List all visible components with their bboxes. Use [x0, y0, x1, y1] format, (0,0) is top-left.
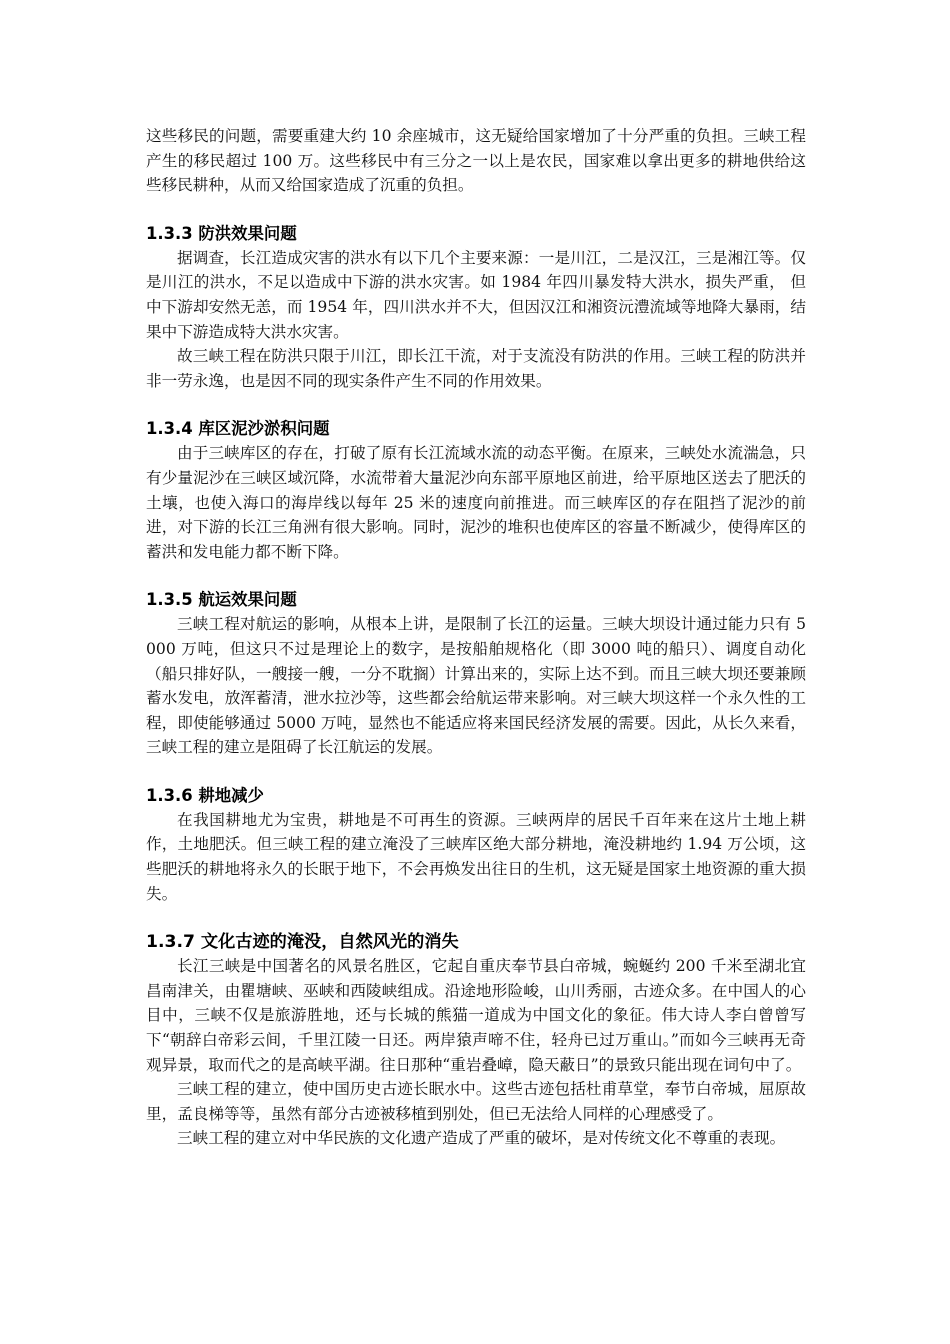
section-cultural-relics [146, 930, 806, 1151]
document-page [146, 124, 806, 1151]
section-paragraph: 长江三峡是中国著名的风景名胜区，它起自重庆奉节县白帝城，蜿蜒约 200 千米至湖北宜昌南津关，由瞿塘峡、巫峡和西陵峡组成。沿途地形险峻，山川秀丽，古迹众多。在中国人的心目中，三峡不仅是旅游胜地，还与长城的熊猫一道成为中国文化的象征。伟大诗人李白曾曾写下“朝辞白帝彩云间，千里江陵一日还。两岸猿声啼不住，轻舟已过万重山。”而如今三峡再无奇观异景，取而代之的是高峡平湖。往日那种“重岩叠嶂，隐天蔽日”的景致只能出现在词句中了。 [146, 957, 806, 1074]
section-sediment [146, 417, 806, 564]
section-heading: 1.3.6 耕地减少 [146, 785, 264, 805]
section-spacer [146, 393, 806, 417]
section-paragraph: 据调查，长江造成灾害的洪水有以下几个主要来源：一是川江，二是汉江，三是湘江等。仅是川江的洪水，不足以造成中下游的洪水灾害。如 1984 年四川暴发特大洪水，损失严重， 但中下游却安然无恙，而 1954 年，四川洪水并不大，但因汉江和湘资沅澧流域等地降大暴雨，结果中下游造成特大洪水灾害。 [146, 248, 806, 341]
section-paragraph: 三峡工程的建立，使中国历史古迹长眠水中。这些古迹包括杜甫草堂，奉节白帝城，屈原故里，孟良梯等等，虽然有部分古迹被移植到别处，但已无法给人同样的心理感受了。 [146, 1080, 806, 1123]
section-spacer [146, 564, 806, 588]
intro-paragraph: 这些移民的问题，需要重建大约 10 余座城市，这无疑给国家增加了十分严重的负担。三峡工程产生的移民超过 100 万。这些移民中有三分之一以上是农民，国家难以拿出更多的耕地供给这些移民耕种，从而又给国家造成了沉重的负担。 [146, 127, 806, 195]
section-paragraph: 由于三峡库区的存在，打破了原有长江流域水流的动态平衡。在原来，三峡处水流湍急，只有少量泥沙在三峡区域沉降，水流带着大量泥沙向东部平原地区前进，给平原地区送去了肥沃的土壤，也使入海口的海岸线以每年 25 米的速度向前推进。而三峡库区的存在阻挡了泥沙的前进，对下游的长江三角洲有很大影响。同时，泥沙的堆积也使库区的容量不断减少，使得库区的蓄洪和发电能力都不断下降。 [146, 444, 806, 561]
section-farmland [146, 784, 806, 906]
section-spacer [146, 198, 806, 222]
section-heading: 1.3.4 库区泥沙淤积问题 [146, 419, 330, 439]
section-flood-control [146, 222, 806, 394]
section-paragraph: 三峡工程对航运的影响，从根本上讲，是限制了长江的运量。三峡大坝设计通过能力只有 5000 万吨，但这只不过是理论上的数字，是按船舶规格化（即 3000 吨的船只）、调度自动化（船只排好队，一艘接一艘，一分不耽搁）计算出来的，实际上达不到。而且三峡大坝还要兼顾蓄水发电，放浑蓄清，泄水拉沙等，这些都会给航运带来影响。对三峡大坝这样一个永久性的工程，即使能够通过 5000 万吨，显然也不能适应将来国民经济发展的需要。因此，从长久来看，三峡工程的建立是阻碍了长江航运的发展。 [146, 615, 806, 757]
section-paragraph: 故三峡工程在防洪只限于川江，即长江干流，对于支流没有防洪的作用。三峡工程的防洪并非一劳永逸，也是因不同的现实条件产生不同的作用效果。 [146, 347, 806, 390]
section-spacer [146, 906, 806, 930]
section-navigation [146, 588, 806, 760]
section-heading: 1.3.3 防洪效果问题 [146, 223, 297, 243]
section-paragraph: 三峡工程的建立对中华民族的文化遗产造成了严重的破坏，是对传统文化不尊重的表现。 [177, 1129, 786, 1148]
section-heading: 1.3.5 航运效果问题 [146, 590, 297, 610]
section-paragraph: 在我国耕地尤为宝贵，耕地是不可再生的资源。三峡两岸的居民千百年来在这片土地上耕作，土地肥沃。但三峡工程的建立淹没了三峡库区绝大部分耕地，淹没耕地约 1.94 万公顷，这些肥沃的耕地将永久的长眠于地下，不会再焕发出往日的生机，这无疑是国家土地资源的重大损失。 [146, 810, 806, 903]
section-spacer [146, 760, 806, 784]
section-heading: 1.3.7 文化古迹的淹没，自然风光的消失 [146, 932, 459, 953]
